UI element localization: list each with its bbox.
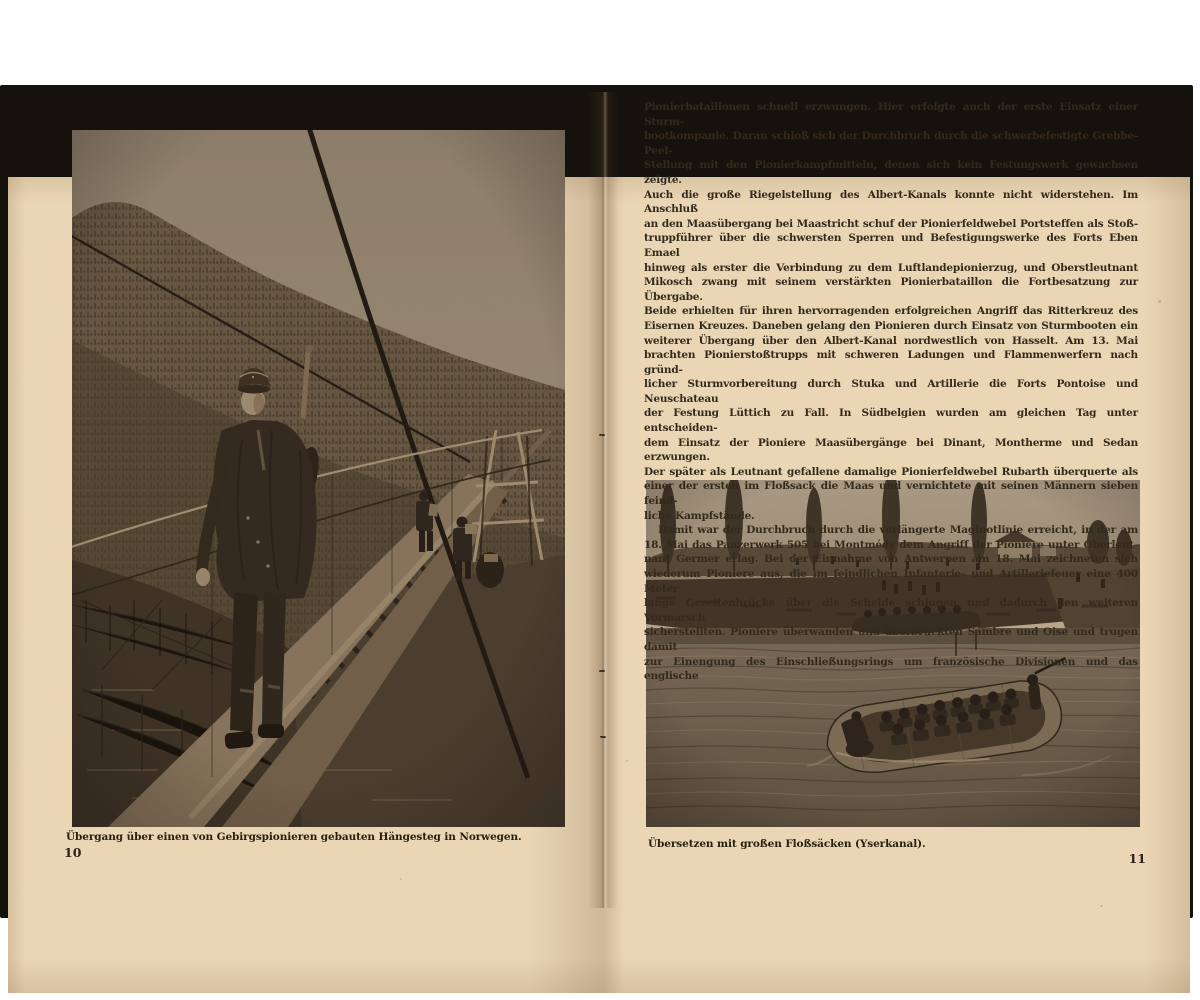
text-line: an den Maasübergang bei Maastricht schuf der Pionierfeldwebel Portsteffen als Stoß- <box>644 217 1138 230</box>
text-line: liche Kampfstände. <box>644 509 755 522</box>
text-line: zur Einengung des Einschließungsrings um französische Divisionen und das englische <box>644 655 1138 683</box>
text-line: bootkompanie. Daran schloß sich der Durchbruch durch die schwerbefestigte Grebbe-Peel- <box>644 130 1138 157</box>
page-number-11: 11 <box>1128 851 1146 866</box>
paper-speck <box>400 878 402 880</box>
text-line: truppführer über die schwersten Sperren und Befestigungswerke des Forts Eben Emael <box>644 232 1138 259</box>
text-line: Pionierbataillonen schnell erzwungen. Hier erfolgte auch der erste Einsatz einer Sturm- <box>644 101 1138 128</box>
text-line: hinweg als erster die Verbindung zu dem Luftlandepionierzug, und Oberstleutnant <box>644 261 1138 274</box>
text-line: dem Einsatz der Pioniere Maasübergänge bei Dinant, Montherme und Sedan erzwungen. <box>644 436 1138 464</box>
text-line: weiterer Übergang über den Albert-Kanal nordwestlich von Hasselt. Am 13. Mai <box>644 334 1138 347</box>
right-photo-caption: Übersetzen mit großen Floßsäcken (Yserkanal). <box>648 838 926 850</box>
text-line: licher Sturmvorbereitung durch Stuka und Artillerie die Forts Pontoise und Neuschateau <box>644 378 1138 405</box>
text-line: einer der ersten im Floßsack die Maas und vernichtete mit seinen Männern sieben feind- <box>644 480 1138 508</box>
text-line: der Festung Lüttich zu Fall. In Südbelgien wurden am gleichen Tag unter entscheiden- <box>644 407 1138 435</box>
staple <box>599 670 605 672</box>
text-line: brachten Pionierstoßtrupps mit schweren Ladungen und Flammenwerfern nach gründ- <box>644 349 1138 376</box>
text-line: Beide erhielten für ihren hervorragenden erfolgreichen Angriff das Ritterkreuz des <box>644 305 1138 318</box>
paper-speck <box>626 760 628 762</box>
text-line: Stellung mit den Pionierkampfmitteln, denen sich kein Festungswerk gewachsen zeigte. <box>644 159 1138 186</box>
text-line: Damit war der Durchbruch durch die verlängerte Maginotlinie erreicht, in der am <box>658 524 1138 537</box>
text-line: Eisernen Kreuzes. Daneben gelang den Pionieren durch Einsatz von Sturmbooten ein <box>644 319 1138 332</box>
text-line: Auch die große Riegelstellung des Albert-Kanals konnte nicht widerstehen. Im Anschluß <box>644 188 1138 216</box>
staple <box>600 736 606 739</box>
text-line: nant Germer erlag. Bei der Einnahme von Antwerpen am 18. Mai zeichneten sich <box>644 553 1138 566</box>
page-number-10: 10 <box>64 845 82 860</box>
paper-speck <box>1158 300 1161 303</box>
text-line: Mikosch zwang mit seinem verstärkten Pionierbataillon die Fortbesatzung zur Übergabe. <box>644 276 1138 303</box>
staple <box>599 434 605 436</box>
body-text <box>644 100 1138 684</box>
text-line: wiederum Pioniere aus, die im feindlichen Infanterie- und Artilleriefeuer eine 400 Meter <box>644 568 1138 595</box>
paper-speck <box>1100 905 1103 907</box>
text-line: lange Gezeitenbrücke über die Schelde schlugen und dadurch den weiteren Vormarsch <box>644 597 1138 624</box>
text-line: Der später als Leutnant gefallene damalige Pionierfeldwebel Rubarth überquerte als <box>644 465 1138 478</box>
text-line: 18. Mai das Panzerwerk 505 bei Montmédy dem Angriff der Pioniere unter Oberleut- <box>644 538 1138 551</box>
suspension-footbridge-photo <box>72 130 565 827</box>
left-photo-caption: Übergang über einen von Gebirgspionieren gebauten Hängesteg in Norwegen. <box>66 831 522 843</box>
text-line: sicherstellten. Pioniere überwanden und überbrückten Sambre und Oise und trugen damit <box>644 626 1138 653</box>
